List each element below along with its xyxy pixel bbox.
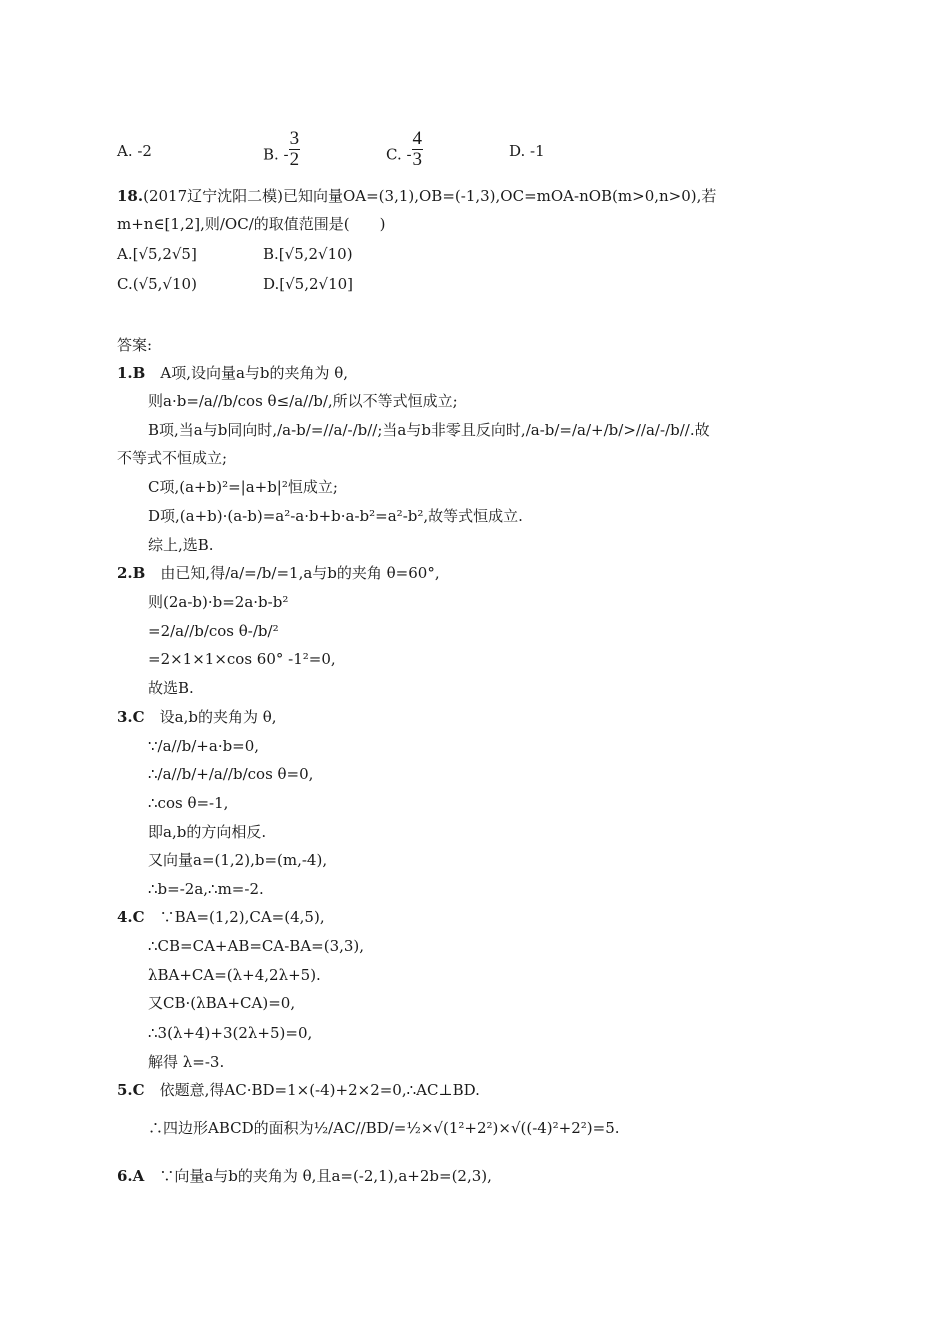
option-c-prefix: C. - bbox=[386, 145, 412, 164]
answer-1-line: D项,(a+b)·(a-b)=a²-a·b+b·a-b²=a²-b²,故等式恒成立. bbox=[148, 507, 523, 525]
answer-3-line: ∵/a//b/+a·b=0, bbox=[148, 737, 260, 755]
answer-id: 3.C bbox=[117, 708, 145, 726]
answer-text: 由已知,得/a/=/b/=1,a与b的夹角 θ=60°, bbox=[160, 564, 440, 582]
question-18-line1 bbox=[117, 186, 716, 206]
answer-text: A项,设向量a与b的夹角为 θ, bbox=[160, 364, 349, 382]
answer-3-line bbox=[117, 707, 277, 727]
q18-option-d: D.[√5,2√10] bbox=[263, 275, 354, 293]
answer-4-line: ∴3(λ+4)+3(2λ+5)=0, bbox=[148, 1024, 313, 1042]
fraction-numerator: 4 bbox=[412, 128, 423, 149]
fraction-numerator: 3 bbox=[289, 128, 300, 149]
answer-3-line: ∴cos θ=-1, bbox=[148, 794, 229, 812]
answer-5-line bbox=[117, 1080, 480, 1100]
fraction-denominator: 3 bbox=[412, 149, 423, 170]
answer-4-line: ∴CB=CA+AB=CA-BA=(3,3), bbox=[148, 937, 365, 955]
option-a: A. -2 bbox=[117, 142, 152, 160]
answer-text: ∵BA=(1,2),CA=(4,5), bbox=[159, 908, 325, 926]
q18-option-c: C.(√5,√10) bbox=[117, 275, 197, 293]
answer-text: 依题意,得AC·BD=1×(-4)+2×2=0,∴AC⊥BD. bbox=[159, 1081, 480, 1099]
option-b-prefix: B. - bbox=[263, 145, 289, 164]
answer-4-line: 解得 λ=-3. bbox=[148, 1053, 225, 1071]
answer-text: 设a,b的夹角为 θ, bbox=[159, 708, 277, 726]
answer-id: 2.B bbox=[117, 564, 146, 582]
question-text: (2017辽宁沈阳二模)已知向量OA=(3,1),OB=(-1,3),OC=mOA-nOB(m>0,n>0),若 bbox=[143, 187, 717, 205]
option-d: D. -1 bbox=[509, 142, 545, 160]
option-c-fraction bbox=[412, 129, 424, 170]
answers-heading: 答案: bbox=[117, 336, 153, 354]
question-18-line2: m+n∈[1,2],则/OC/的取值范围是( ) bbox=[117, 215, 386, 233]
answer-2-line: =2×1×1×cos 60° -1²=0, bbox=[148, 650, 336, 668]
option-b-fraction bbox=[289, 129, 301, 170]
answer-3-line: 即a,b的方向相反. bbox=[148, 823, 267, 841]
answer-1-line: B项,当a与b同向时,/a-b/=//a/-/b//;当a与b非零且反向时,/a-b/=/a/+/b/>//a/-/b//.故 bbox=[148, 421, 710, 439]
answer-4-line: 又CB·(λBA+CA)=0, bbox=[148, 994, 296, 1012]
answer-1-line: 不等式不恒成立; bbox=[117, 449, 228, 467]
answer-5-line: ∴四边形ABCD的面积为½/AC//BD/=½×√(1²+2²)×√((-4)²+2²)=5. bbox=[148, 1119, 620, 1137]
answer-2-line bbox=[117, 563, 440, 583]
answer-1-line: C项,(a+b)²=|a+b|²恒成立; bbox=[148, 478, 338, 496]
answer-id: 1.B bbox=[117, 364, 146, 382]
answer-1-line bbox=[117, 363, 348, 383]
q18-option-b: B.[√5,2√10) bbox=[263, 245, 353, 263]
answer-6-line bbox=[117, 1166, 492, 1186]
option-c bbox=[386, 128, 423, 170]
option-b bbox=[263, 128, 300, 170]
answer-4-line bbox=[117, 907, 325, 927]
answer-2-line: =2/a//b/cos θ-/b/² bbox=[148, 622, 279, 640]
answer-2-line: 故选B. bbox=[148, 679, 194, 697]
answer-4-line: λBA+CA=(λ+4,2λ+5). bbox=[148, 966, 321, 984]
answer-3-line: 又向量a=(1,2),b=(m,-4), bbox=[148, 851, 328, 869]
answer-2-line: 则(2a-b)·b=2a·b-b² bbox=[148, 593, 289, 611]
answer-id: 5.C bbox=[117, 1081, 145, 1099]
answer-text: ∵向量a与b的夹角为 θ,且a=(-2,1),a+2b=(2,3), bbox=[159, 1167, 492, 1185]
answer-3-line: ∴b=-2a,∴m=-2. bbox=[148, 880, 264, 898]
question-number: 18. bbox=[117, 187, 144, 205]
answer-id: 6.A bbox=[117, 1167, 145, 1185]
fraction-denominator: 2 bbox=[289, 149, 300, 170]
answer-3-line: ∴/a//b/+/a//b/cos θ=0, bbox=[148, 765, 314, 783]
answer-1-line: 综上,选B. bbox=[148, 536, 214, 554]
answer-id: 4.C bbox=[117, 908, 145, 926]
q18-option-a: A.[√5,2√5] bbox=[117, 245, 197, 263]
answer-1-line: 则a·b=/a//b/cos θ≤/a//b/,所以不等式恒成立; bbox=[148, 392, 458, 410]
